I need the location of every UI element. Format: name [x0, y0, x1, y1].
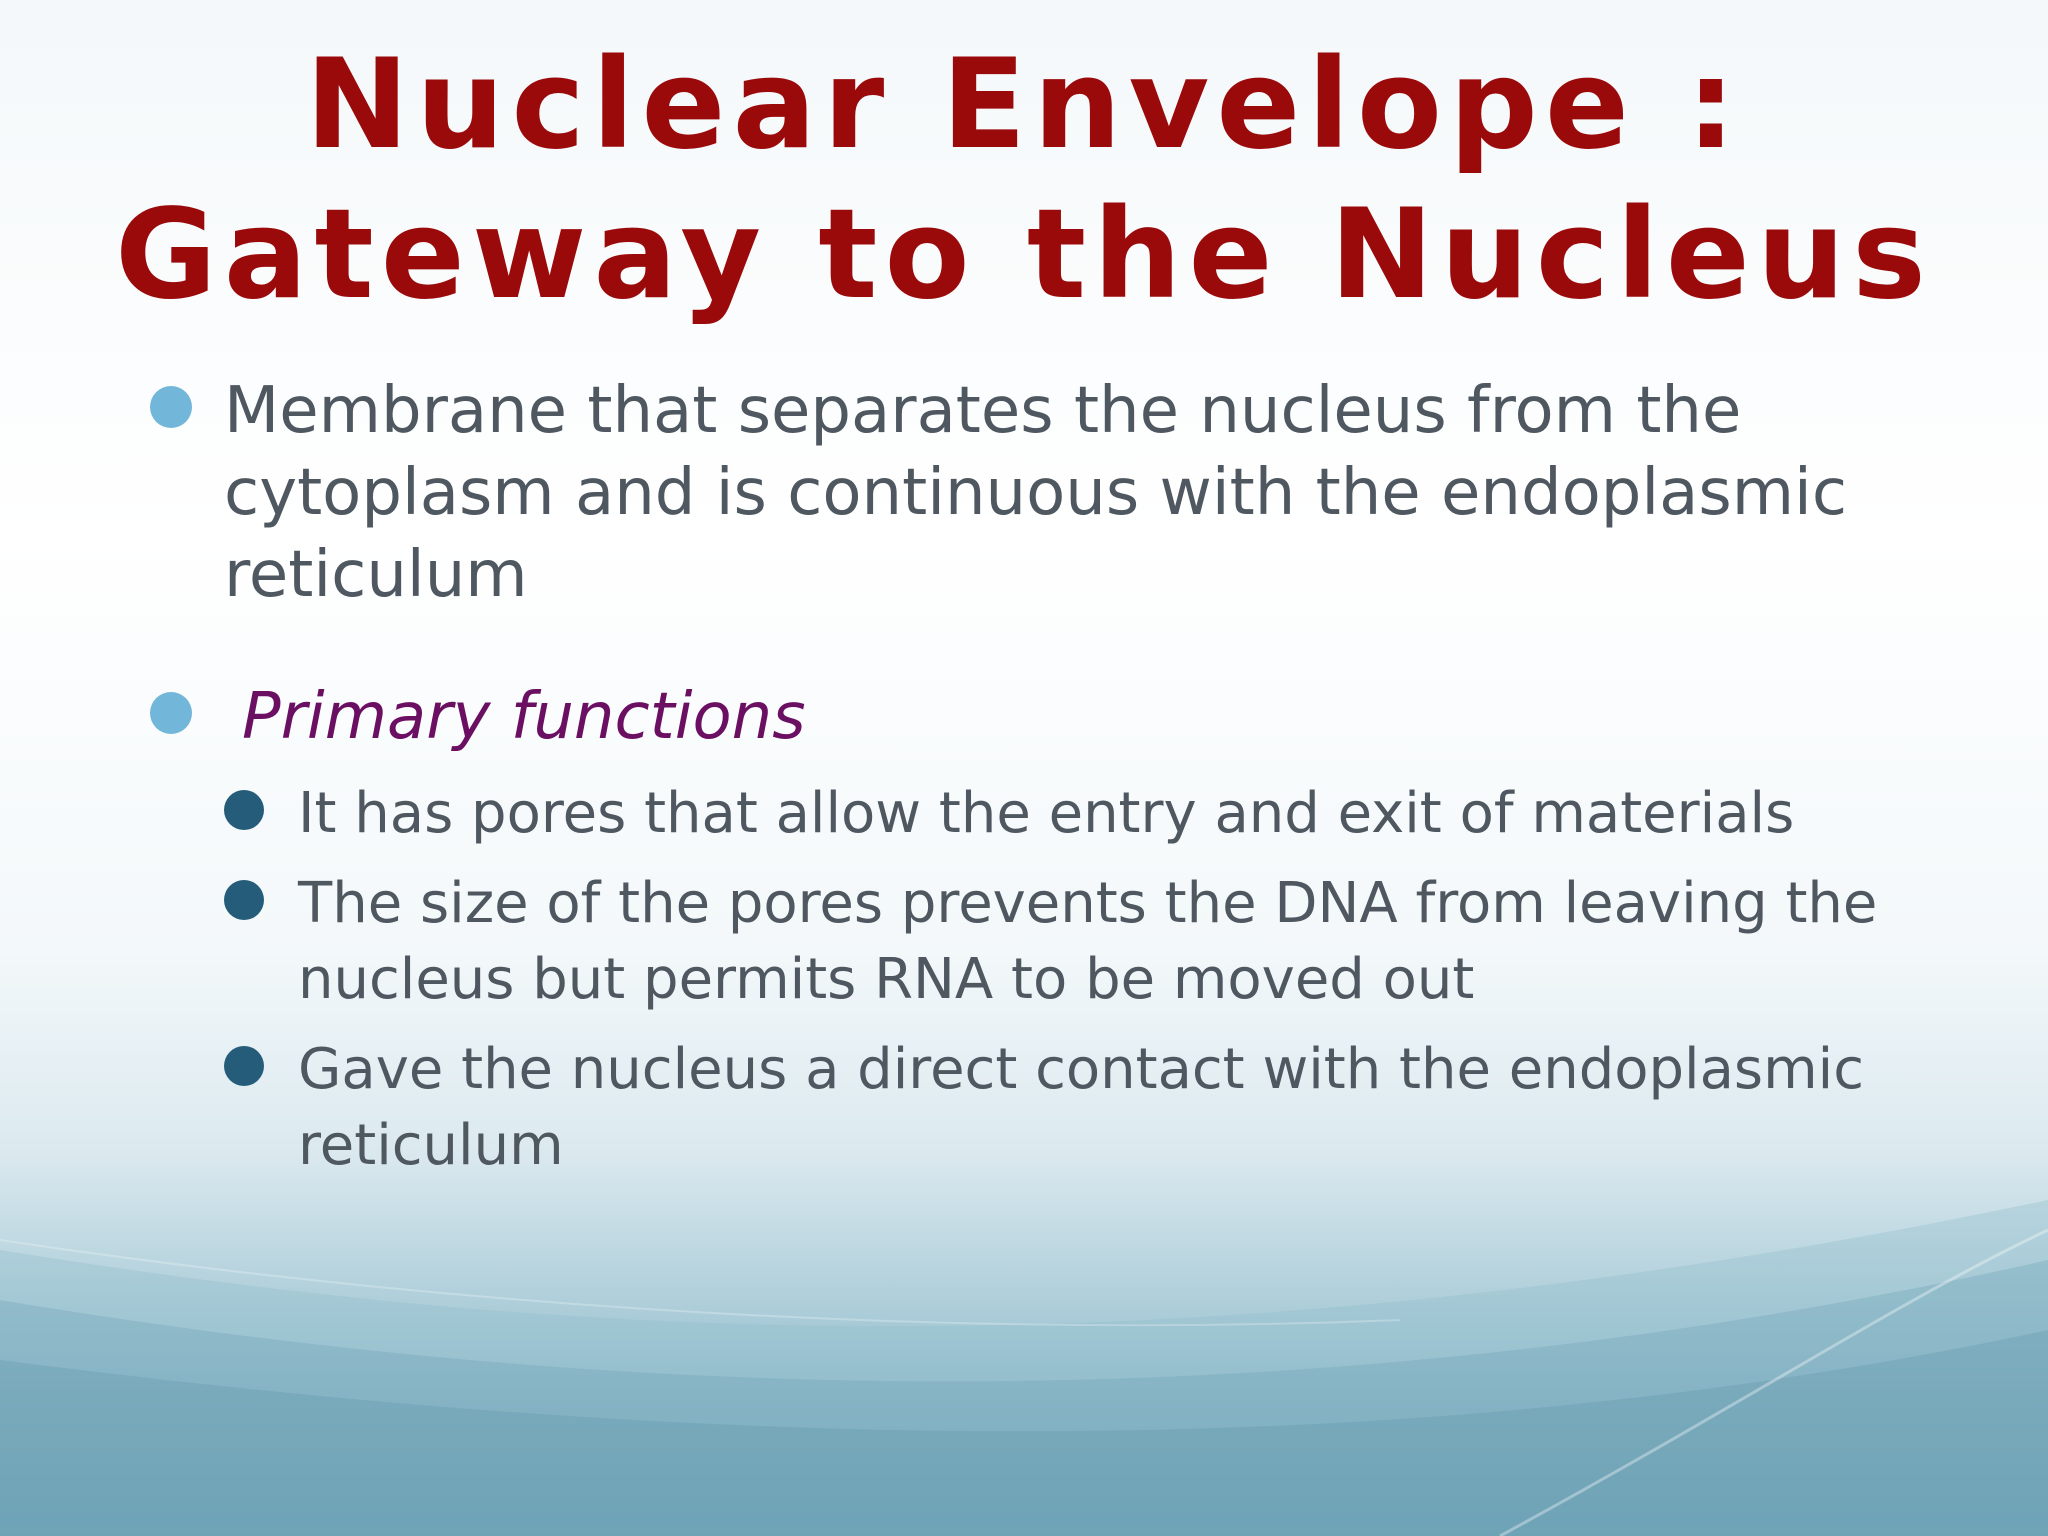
sub-bullet-item-contact — [224, 1032, 1980, 1184]
bullet-text: Membrane that separates the nucleus from the cytoplasm and is continuous with the endoplasmic reticulum — [224, 374, 1847, 612]
bullet-heading: Primary functions — [242, 680, 806, 754]
sub-bullet-item-pore-size — [224, 866, 1980, 1018]
bullet-item-membrane — [150, 370, 1980, 616]
sub-bullet-text: Gave the nucleus a direct contact with the endoplasmic reticulum — [298, 1037, 1865, 1178]
bullet-item-primary-functions — [150, 676, 1980, 758]
slide-title-line-1: Nuclear Envelope : — [305, 33, 1743, 177]
sub-bullet-text: The size of the pores prevents the DNA from leaving the nucleus but permits RNA to be moved out — [298, 871, 1878, 1012]
sub-bullet-item-pores — [224, 776, 1980, 852]
bullet-dot-icon — [150, 692, 192, 734]
sub-bullet-dot-icon — [224, 880, 264, 920]
bullet-list — [150, 370, 1980, 1198]
sub-bullet-dot-icon — [224, 790, 264, 830]
sub-bullet-list — [150, 776, 1980, 1184]
sub-bullet-text: It has pores that allow the entry and exit of materials — [298, 781, 1795, 846]
sub-bullet-dot-icon — [224, 1046, 264, 1086]
slide-title-line-2: Gateway to the Nucleus — [115, 183, 1933, 327]
bullet-dot-icon — [150, 386, 192, 428]
slide-title — [0, 30, 2048, 330]
